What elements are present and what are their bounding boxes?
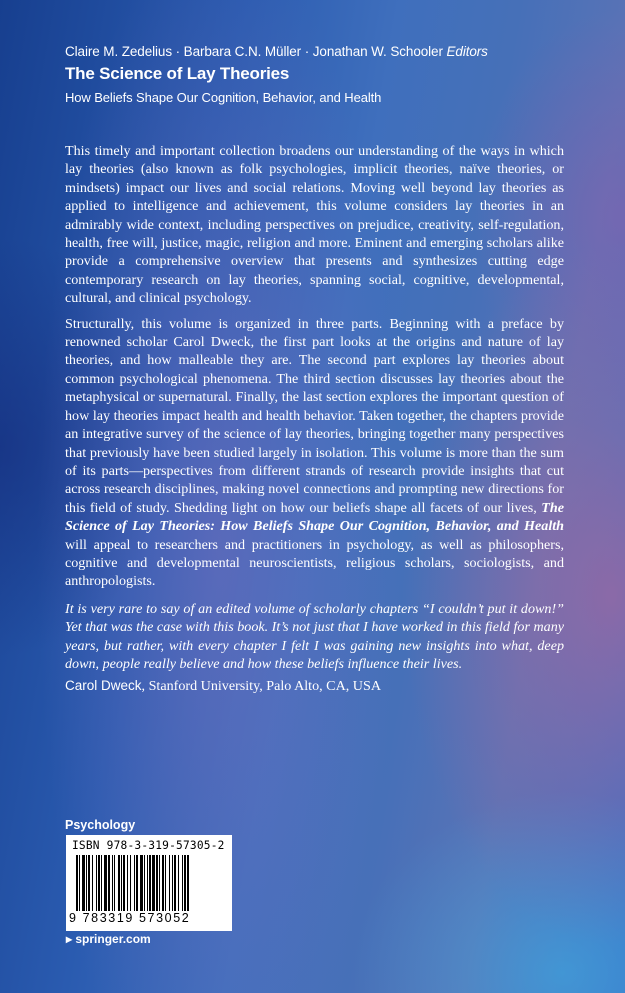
arrow-icon: ▸: [66, 932, 76, 946]
barcode-bar: [82, 855, 85, 911]
barcode-bar: [118, 855, 120, 911]
blurb-paragraph-2: [65, 315, 564, 591]
blurb-paragraph-2-main: Structurally, this volume is organized in three parts. Beginning with a preface by renowned scholar Carol Dweck, the first part looks at the origins and nature of lay theories, and how malleable they are. The second part explores lay theories about common psychological phenomena. The third section discusses lay theories about the metaphysical or supernatural. Finally, the last section explores the important question of how lay theories impact health and health behavior. Taken together, the chapters provide an integrative survey of the science of lay theories, bringing together many perspectives that previously have been studied largely in isolation. This volume is more than the sum of its parts—perspectives from different strands of research provide insights that cut across research disciplines, making novel connections and prompting new directions for this field of study. Shedding light on how our beliefs shape all facets of our lives,: [65, 315, 564, 516]
barcode-bar: [187, 855, 189, 919]
barcode-bar: [98, 855, 100, 911]
barcode-bar: [127, 855, 128, 911]
blurb-book-title: The Science of Lay Theories: How Beliefs Shape Our Cognition, Behavior, and Health: [65, 499, 564, 535]
barcode-digits: [68, 911, 191, 925]
barcode-bar: [162, 855, 164, 911]
barcode-bar: [76, 855, 78, 919]
book-title: The Science of Lay Theories: [65, 64, 290, 83]
barcode-bar: [169, 855, 170, 911]
website-text: springer.com: [75, 932, 151, 946]
barcode-bar: [101, 855, 102, 911]
barcode-bar: [123, 855, 125, 911]
barcode-bar: [156, 855, 158, 911]
barcode-bar: [92, 855, 93, 911]
blurb: [65, 142, 564, 703]
barcode-bar: [152, 855, 155, 911]
barcode-bar: [149, 855, 151, 911]
barcode-bar: [184, 855, 186, 911]
barcode-bar: [140, 855, 143, 911]
blurb-paragraph-1: This timely and important collection broadens our understanding of the ways in which lay theories (also known as folk psychologies, implicit theories, naïve theories, or mindsets) impact our lives and social relations. Moving well beyond lay theories as applied to intelligence and achievement, this volume considers lay theories in an admirably wide context, including perspectives on prejudice, creativity, self-regulation, health, free will, justice, magic, religion and more. Eminent and emerging scholars alike provide a comprehensive overview that presents and synthesizes cutting edge contemporary research on lay theories, spanning social, cognitive, developmental, cultural, and clinical psychology.: [65, 143, 564, 307]
cover-header: [65, 44, 585, 105]
barcode-bar: [172, 855, 173, 911]
barcode: [66, 835, 232, 931]
barcode-bar: [182, 855, 183, 911]
barcode-bar: [79, 855, 80, 919]
subject-category: Psychology: [65, 818, 136, 832]
editors-role: Editors: [446, 44, 488, 59]
barcode-bar: [165, 855, 166, 911]
barcode-bar: [114, 855, 115, 911]
barcode-bar: [96, 855, 97, 911]
barcode-bar: [108, 855, 110, 911]
quote-affiliation: , Stanford University, Palo Alto, CA, USA: [141, 678, 381, 695]
barcode-bar: [144, 855, 145, 911]
barcode-bar: [178, 855, 179, 911]
barcode-bar: [86, 855, 87, 911]
barcode-bar: [134, 855, 135, 911]
quote-attribution: [65, 677, 564, 695]
barcode-bar: [130, 855, 131, 911]
barcode-bar: [112, 855, 113, 911]
blurb-paragraph-2-end: will appeal to researchers and practitioners in psychology, as well as philosophers, cognitive and developmental neuroscientists, religious scholars, sociologists, and anthropologists.: [65, 536, 564, 590]
publisher-website[interactable]: [66, 932, 151, 946]
barcode-bar: [88, 855, 90, 911]
barcode-bar: [104, 855, 107, 911]
barcode-bar: [159, 855, 160, 911]
editors-line: [65, 44, 585, 59]
book-subtitle: How Beliefs Shape Our Cognition, Behavior, and Health: [65, 90, 382, 105]
barcode-digits-text: 9 783319 573052: [69, 911, 191, 925]
barcode-bar: [147, 855, 148, 911]
review-quote: It is very rare to say of an edited volume of scholarly chapters “I couldn’t put it down!” Yet that was the case with this book. It’s not just that I have worked in this field for many years, but rather, with every chapter I felt I was gaining new insights into what, deep down, people really believe and how these beliefs influence their lives.: [65, 600, 564, 672]
quote-author: Carol Dweck: [65, 678, 142, 694]
barcode-bar: [136, 855, 138, 911]
editors-names: Claire M. Zedelius · Barbara C.N. Müller · Jonathan W. Schooler: [65, 44, 443, 59]
barcode-bar: [174, 855, 176, 911]
isbn-label: ISBN 978-3-319-57305-2: [72, 839, 225, 852]
barcode-bar: [121, 855, 122, 911]
